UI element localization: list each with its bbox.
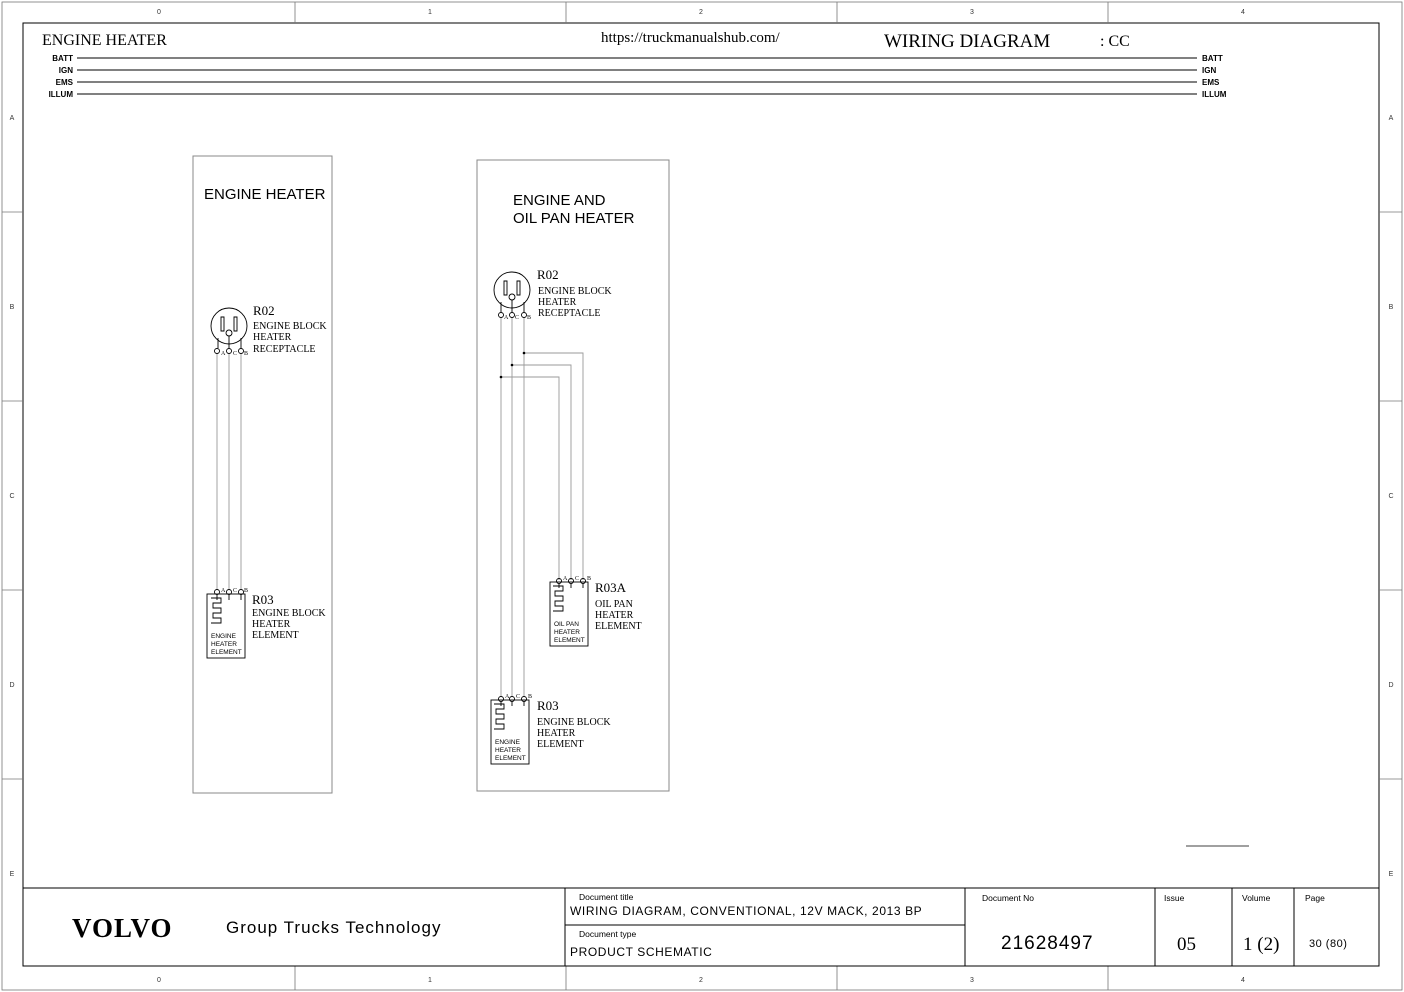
- col-label-top: 1: [428, 9, 432, 16]
- svg-text:ELEMENT: ELEMENT: [495, 755, 526, 762]
- row-label-right: E: [1388, 871, 1394, 878]
- svg-text:HEATER: HEATER: [495, 747, 521, 754]
- row-label-right: A: [1388, 115, 1394, 122]
- svg-text:RECEPTACLE: RECEPTACLE: [538, 308, 601, 319]
- svg-text:ENGINE: ENGINE: [495, 739, 520, 746]
- element-pin-labels: [505, 694, 532, 700]
- doc-type-label: Document type: [579, 929, 637, 939]
- panel-title: ENGINE AND: [513, 192, 606, 209]
- svg-text:HEATER: HEATER: [211, 641, 237, 648]
- row-label-left: D: [9, 682, 15, 689]
- svg-text:ENGINE BLOCK: ENGINE BLOCK: [538, 286, 612, 297]
- component-id: R02: [537, 267, 559, 282]
- svg-text:B: B: [244, 351, 249, 357]
- svg-text:A: A: [563, 576, 568, 582]
- bus-label-ems: EMS: [55, 78, 73, 87]
- receptacle-pin-labels: [504, 315, 531, 321]
- page-value: 30 (80): [1309, 938, 1348, 950]
- svg-text:A: A: [221, 588, 226, 594]
- bus-label-ign: IGN: [58, 66, 73, 75]
- bus-label-ems: EMS: [1202, 78, 1220, 87]
- power-buses: [77, 58, 1197, 94]
- panel-engine-oilpan-heater: [477, 160, 669, 791]
- svg-text:HEATER: HEATER: [554, 629, 580, 636]
- row-label-left: C: [9, 493, 15, 500]
- doc-title-label: Document title: [579, 892, 634, 902]
- component-desc: [252, 608, 326, 641]
- bus-label-batt: BATT: [1202, 54, 1223, 63]
- svg-text:A: A: [505, 694, 510, 700]
- col-label-top: 0: [157, 9, 161, 16]
- row-label-right: D: [1388, 682, 1394, 689]
- page-label: Page: [1305, 893, 1325, 903]
- volume-label: Volume: [1242, 893, 1271, 903]
- page-title: ENGINE HEATER: [42, 32, 167, 49]
- component-id: R02: [253, 303, 275, 318]
- component-id: R03A: [595, 580, 627, 595]
- col-label-top: 3: [970, 9, 974, 16]
- component-desc: [595, 599, 642, 632]
- svg-text:A: A: [221, 351, 226, 357]
- panel-title: ENGINE HEATER: [204, 186, 326, 203]
- bus-label-batt: BATT: [52, 54, 73, 63]
- svg-text:ELEMENT: ELEMENT: [595, 621, 642, 632]
- bus-label-illum: ILLUM: [48, 90, 73, 99]
- row-label-right: B: [1388, 304, 1394, 311]
- svg-text:C: C: [515, 315, 520, 321]
- row-label-left: E: [9, 871, 15, 878]
- issue-label: Issue: [1164, 893, 1185, 903]
- col-label-bottom: 3: [970, 977, 974, 984]
- bus-label-illum: ILLUM: [1202, 90, 1227, 99]
- svg-text:B: B: [587, 576, 592, 582]
- receptacle-pin-labels: [221, 351, 248, 357]
- volvo-logo: VOLVO: [72, 913, 173, 943]
- component-id: R03: [537, 698, 559, 713]
- svg-text:ELEMENT: ELEMENT: [211, 649, 242, 656]
- bus-label-ign: IGN: [1202, 66, 1217, 75]
- component-desc: [253, 321, 327, 355]
- svg-text:HEATER: HEATER: [253, 332, 292, 343]
- svg-text:C: C: [233, 588, 238, 594]
- component-desc: [537, 717, 611, 750]
- diagram-label: WIRING DIAGRAM: [884, 31, 1051, 52]
- svg-text:ENGINE BLOCK: ENGINE BLOCK: [253, 321, 327, 332]
- element-box-text: [495, 739, 526, 762]
- svg-text:B: B: [528, 694, 533, 700]
- row-label-left: A: [9, 115, 15, 122]
- col-label-top: 4: [1241, 9, 1245, 16]
- svg-text:C: C: [575, 576, 580, 582]
- svg-text:HEATER: HEATER: [537, 728, 576, 739]
- svg-text:ENGINE: ENGINE: [211, 633, 236, 640]
- element-box-text: [211, 633, 242, 656]
- element-pin-labels: [563, 576, 591, 582]
- svg-text:OIL PAN: OIL PAN: [554, 621, 579, 628]
- doc-no: 21628497: [1001, 933, 1094, 954]
- svg-text:C: C: [233, 351, 238, 357]
- element-pin-labels: [221, 588, 248, 594]
- svg-text:ENGINE BLOCK: ENGINE BLOCK: [252, 608, 326, 619]
- svg-text:B: B: [244, 588, 249, 594]
- col-label-bottom: 1: [428, 977, 432, 984]
- svg-text:ELEMENT: ELEMENT: [537, 739, 584, 750]
- bus-labels: [49, 54, 1227, 99]
- col-label-bottom: 2: [699, 977, 703, 984]
- doc-title: WIRING DIAGRAM, CONVENTIONAL, 12V MACK, 2013 BP: [570, 904, 923, 918]
- sheet-frame: [2, 2, 1402, 990]
- svg-text:OIL PAN: OIL PAN: [595, 599, 633, 610]
- col-label-bottom: 0: [157, 977, 161, 984]
- svg-text:B: B: [527, 315, 532, 321]
- svg-text:C: C: [516, 694, 521, 700]
- component-id: R03: [252, 592, 274, 607]
- svg-text:ELEMENT: ELEMENT: [252, 630, 299, 641]
- receptacle-r02: [211, 308, 247, 354]
- source-url: https://truckmanualshub.com/: [601, 30, 780, 46]
- receptacle-r02: [494, 272, 530, 318]
- doc-no-label: Document No: [982, 893, 1034, 903]
- svg-text:ELEMENT: ELEMENT: [554, 637, 585, 644]
- svg-text:HEATER: HEATER: [595, 610, 634, 621]
- doc-type: PRODUCT SCHEMATIC: [570, 945, 713, 959]
- col-label-bottom: 4: [1241, 977, 1245, 984]
- panel-title: OIL PAN HEATER: [513, 210, 635, 227]
- panel-engine-heater: [193, 156, 332, 793]
- svg-text:HEATER: HEATER: [252, 619, 291, 630]
- component-desc: [538, 286, 612, 319]
- volume-value: 1 (2): [1243, 934, 1280, 955]
- variant-code: : CC: [1100, 33, 1130, 50]
- wires: [217, 354, 241, 590]
- svg-text:A: A: [504, 315, 509, 321]
- issue-value: 05: [1177, 934, 1196, 955]
- element-box-text: [554, 621, 585, 644]
- row-label-right: C: [1388, 493, 1394, 500]
- svg-text:RECEPTACLE: RECEPTACLE: [253, 344, 316, 355]
- svg-text:HEATER: HEATER: [538, 297, 577, 308]
- row-label-left: B: [9, 304, 15, 311]
- division-name: Group Trucks Technology: [226, 918, 442, 937]
- col-label-top: 2: [699, 9, 703, 16]
- svg-text:ENGINE BLOCK: ENGINE BLOCK: [537, 717, 611, 728]
